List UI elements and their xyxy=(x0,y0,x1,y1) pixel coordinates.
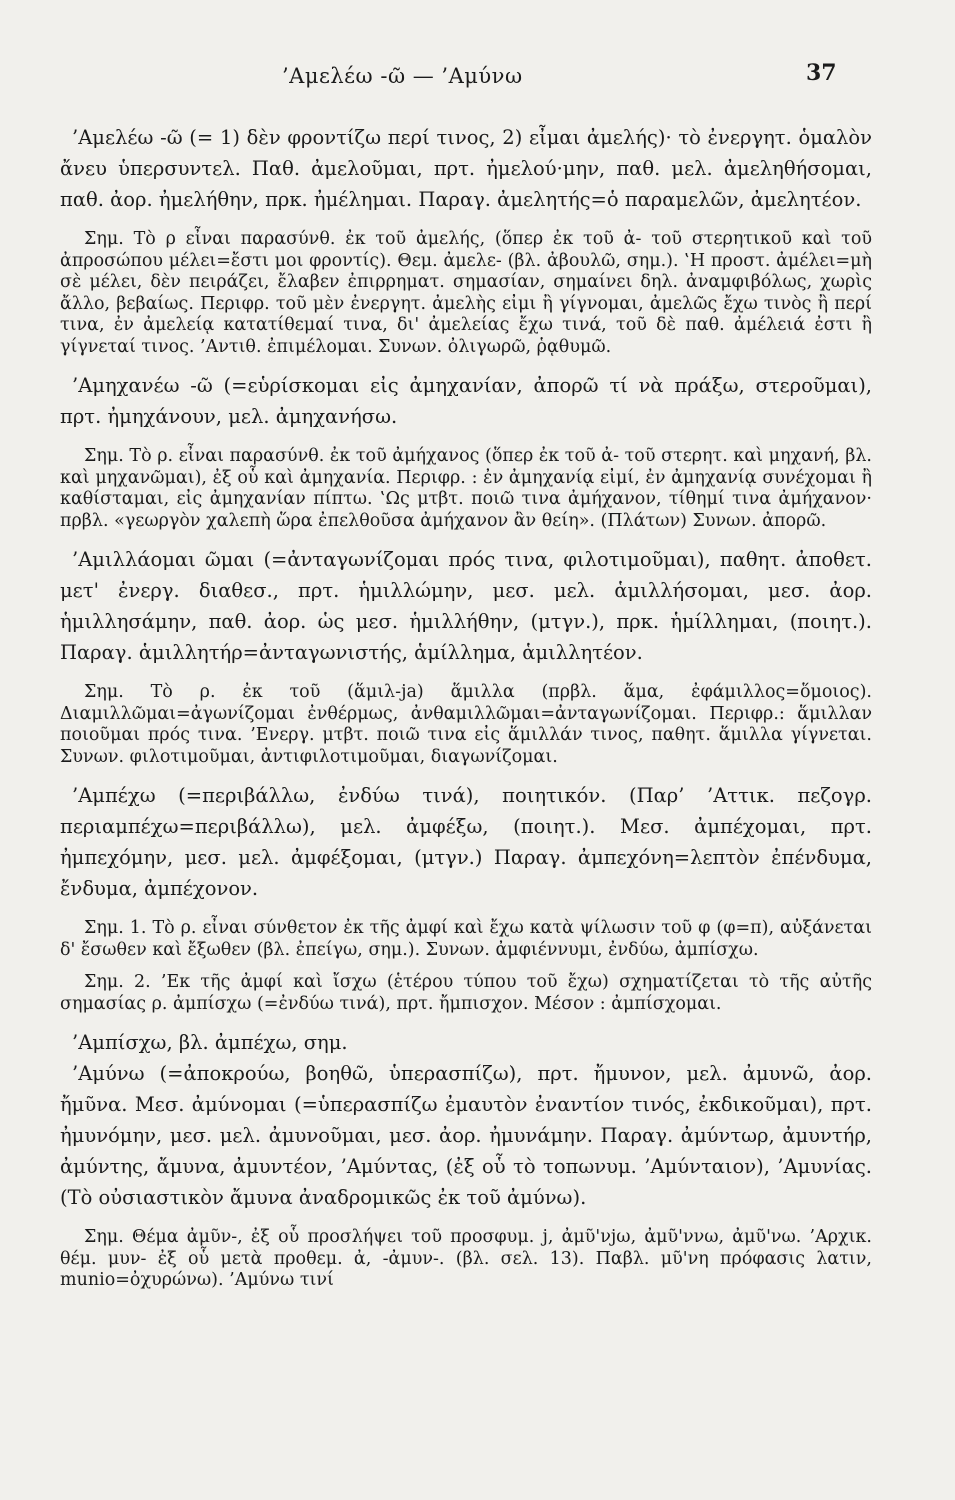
running-head: ’Αμελέω -ῶ — ’Αμύνω xyxy=(282,64,523,88)
note-amillaomai: Σημ. Τὸ ρ. ἐκ τοῦ (ἅμιλ-ja) ἅμιλλα (πρβλ. ἅμα, ἐφάμιλλος=ὅμοιος). Διαμιλλῶμαι=ἀγωνίζομαι ἐνθέρμως, ἀνθαμιλλῶμαι=ἀνταγωνίζομαι. Περιφρ.: ἅμιλλαν ποιοῦμαι πρός τινα. ’Ενεργ. μτβτ. ποιῶ τινα εἰς ἅμιλλάν τινος, παθητ. ἅμιλλα γίγνεται. Συνων. φιλοτιμοῦμαι, ἀντιφιλοτιμοῦμαι, διαγωνίζομαι. xyxy=(60,682,872,767)
note-ampecho-1: Σημ. 1. Τὸ ρ. εἶναι σύνθετον ἐκ τῆς ἀμφί καὶ ἔχω κατὰ ψίλωσιν τοῦ φ (φ=π), αὐξάνεται δ' ἔσωθεν καὶ ἔξωθεν (βλ. ἐπείγω, σημ.). Συνων. ἀμφιέννυμι, ἐνδύω, ἀμπίσχω. xyxy=(60,918,872,960)
page-header xyxy=(0,60,955,100)
page-body xyxy=(60,122,872,1292)
note-ampecho-2: Σημ. 2. ’Εκ τῆς ἀμφί καὶ ἴσχω (ἑτέρου τύπου τοῦ ἔχω) σχηματίζεται τὸ τῆς αὐτῆς σημασίας ρ. ἀμπίσχω (=ἐνδύω τινά), πρτ. ἤμπισχον. Μέσον : ἀμπίσχομαι. xyxy=(60,972,872,1014)
note-amechaneo: Σημ. Τὸ ρ. εἶναι παρασύνθ. ἐκ τοῦ ἀμήχανος (ὅπερ ἐκ τοῦ ἀ- τοῦ στερητ. καὶ μηχανή, βλ. καὶ μηχανῶμαι), ἐξ οὗ καὶ ἀμηχανία. Περιφρ. : ἐν ἀμηχανίᾳ εἰμί, ἐν ἀμηχανίᾳ συνέχομαι ἢ καθίσταμαι, εἰς ἀμηχανίαν πίπτω. ‛Ως μτβτ. ποιῶ τινα ἀμήχανον, τίθημί τινα ἀμήχανον· πρβλ. «γεωργὸν χαλεπὴ ὥρα ἐπελθοῦσα ἀμήχανον ἂν θείη». (Πλάτων) Συνων. ἀπορῶ. xyxy=(60,446,872,531)
note-ameleo: Σημ. Τὸ ρ εἶναι παρασύνθ. ἐκ τοῦ ἀμελής, (ὅπερ ἐκ τοῦ ἀ- τοῦ στερητικοῦ καὶ τοῦ ἀπροσώπου μέλει=ἔστι μοι φροντίς). Θεμ. ἀμελε- (βλ. ἀβουλῶ, σημ.). ‛Η προστ. ἀμέλει=μὴ σὲ μέλει, δὲν πειράζει, ἔλαβεν ἐπιρρηματ. σημασίαν, σημαίνει δηλ. ἀναμφιβόλως, χωρὶς ἄλλο, βεβαίως. Περιφρ. τοῦ μὲν ἐνεργητ. ἀμελὴς εἰμι ἢ γίγνομαι, ἀμελῶς ἔχω τινὸς ἢ περί τινα, ἐν ἀμελείᾳ κατατίθεμαί τινα, δι' ἀμελείας ἔχω τινά, τοῦ δὲ παθ. ἀμέλειά ἐστι ἢ γίγνεταί τινος. ’Αντιθ. ἐπιμέλομαι. Συνων. ὀλιγωρῶ, ῥᾳθυμῶ. xyxy=(60,229,872,357)
entry-amillaomai: ’Αμιλλάομαι ῶμαι (=ἀνταγωνίζομαι πρός τινα, φιλοτιμοῦμαι), παθητ. ἀποθετ. μετ' ἐνεργ. διαθεσ., πρτ. ἡμιλλώμην, μεσ. μελ. ἁμιλλήσομαι, μεσ. ἀορ. ἡμιλλησάμην, παθ. ἀορ. ὡς μεσ. ἡμιλλήθην, (μτγν.), πρκ. ἡμίλλημαι, (ποιητ.). Παραγ. ἁμιλλητήρ=ἀνταγωνιστής, ἁμίλλημα, ἁμιλλητέον. xyxy=(60,548,872,664)
entry-ampischo: ’Αμπίσχω, βλ. ἀμπέχω, σημ. xyxy=(72,1031,348,1054)
page-number: 37 xyxy=(806,60,837,86)
entry-amechaneo: ’Αμηχανέω -ῶ (=εὑρίσκομαι εἰς ἀμηχανίαν, ἀπορῶ τί νὰ πράξω, στεροῦμαι), πρτ. ἠμηχάνουν, μελ. ἀμηχανήσω. xyxy=(60,374,872,428)
entry-ameleo: ’Αμελέω -ῶ (= 1) δὲν φροντίζω περί τινος, 2) εἶμαι ἀμελής)· τὸ ἐνεργητ. ὁμαλὸν ἄνευ ὑπερσυντελ. Παθ. ἀμελοῦμαι, πρτ. ἠμελού·μην, παθ. μελ. ἀμεληθήσομαι, παθ. ἀορ. ἠμελήθην, πρκ. ἠμέλημαι. Παραγ. ἀμελητής=ὁ παραμελῶν, ἀμελητέον. xyxy=(60,126,872,211)
entry-amyno: ’Αμύνω (=ἀποκρούω, βοηθῶ, ὑπερασπίζω), πρτ. ἤμυνον, μελ. ἀμυνῶ, ἀορ. ἤμῦνα. Μεσ. ἀμύνομαι (=ὑπερασπίζω ἐμαυτὸν ἐναντίον τινός, ἐκδικοῦμαι), πρτ. ἠμυνόμην, μεσ. μελ. ἀμυνοῦμαι, μεσ. ἀορ. ἠμυνάμην. Παραγ. ἀμύντωρ, ἀμυντήρ, ἀμύντης, ἄμυνα, ἀμυντέον, ’Αμύντας, (ἐξ οὗ τὸ τοπωνυμ. ’Αμύνταιον), ’Αμυνίας. (Τὸ οὐσιαστικὸν ἄμυνα ἀναδρομικῶς ἐκ τοῦ ἀμύνω). xyxy=(60,1062,872,1209)
entry-ampecho: ’Αμπέχω (=περιβάλλω, ἐνδύω τινά), ποιητικόν. (Παρ’ ’Αττικ. πεζογρ. περιαμπέχω=περιβάλλω), μελ. ἀμφέξω, (ποιητ.). Μεσ. ἀμπέχομαι, πρτ. ἠμπεχόμην, μεσ. μελ. ἀμφέξομαι, (μτγν.) Παραγ. ἀμπεχόνη=λεπτὸν ἐπένδυμα, ἔνδυμα, ἀμπέχονον. xyxy=(60,784,872,900)
note-amyno: Σημ. Θέμα ἀμῦν-, ἐξ οὗ προσλήψει τοῦ προσφυμ. j, ἀμῦ'νjω, ἀμῦ'ννω, ἀμῦ'νω. ’Αρχικ. θέμ. μυν- ἐξ οὗ μετὰ προθεμ. ἀ, -ἀμυν-. (βλ. σελ. 13). Παβλ. μῦ'νη πρόφασις λατιν, munio=ὀχυρώνω). ’Αμύνω τινί xyxy=(60,1227,872,1290)
